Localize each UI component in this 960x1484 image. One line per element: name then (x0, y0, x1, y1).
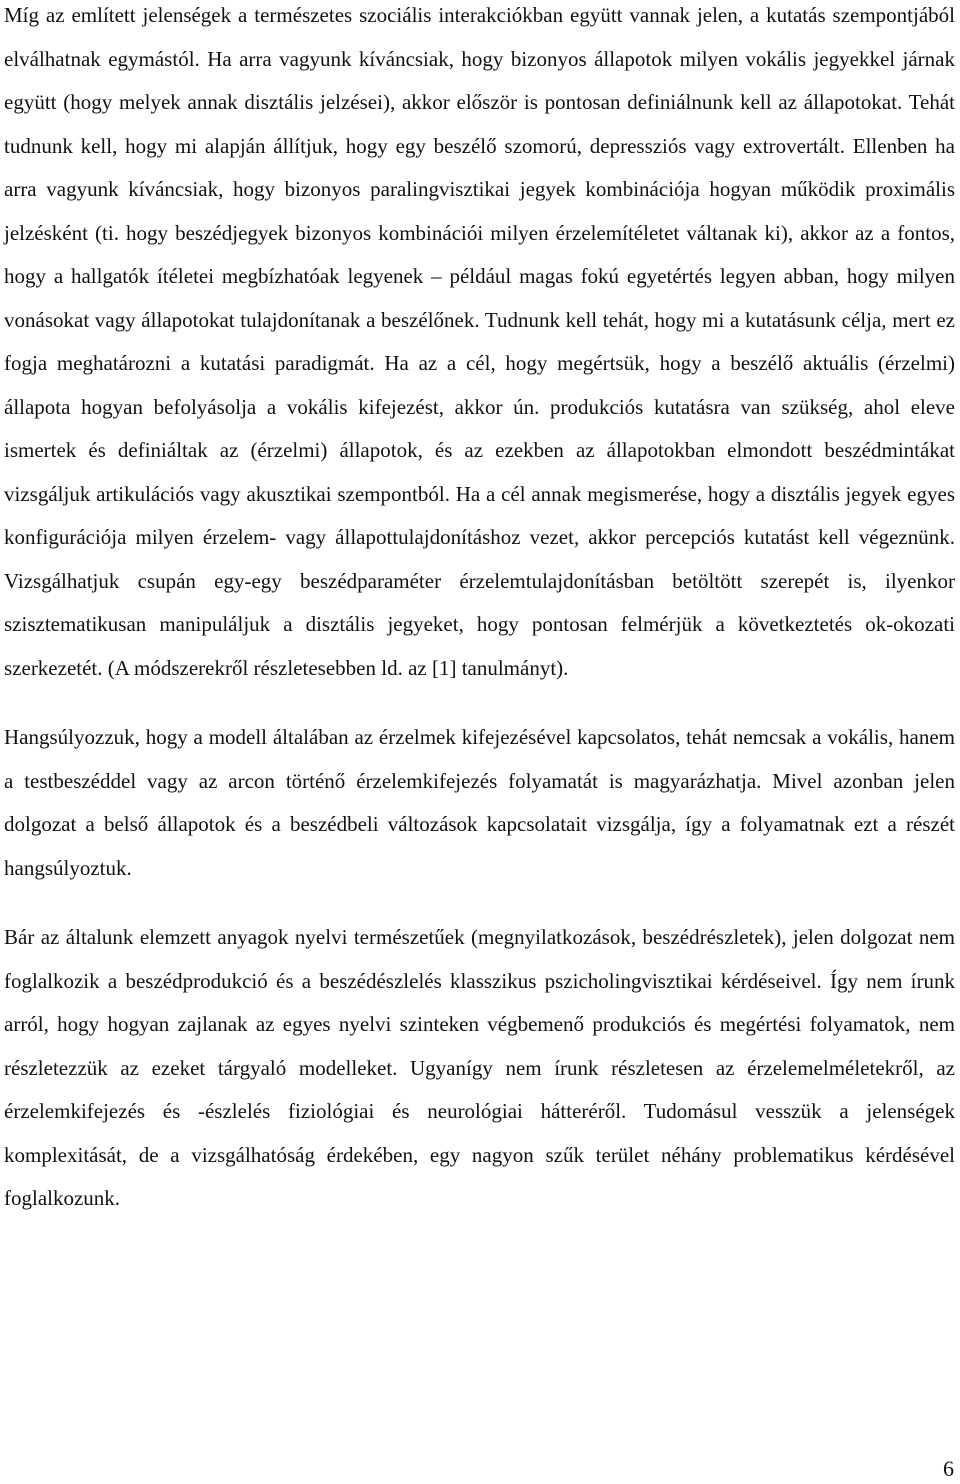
document-page (4, 0, 955, 1221)
page-number: 6 (943, 1456, 954, 1481)
paragraph-model-scope: Hangsúlyozzuk, hogy a modell általában az érzelmek kifejezésével kapcsolatos, tehát nemcsak a vokális, hanem a testbeszéddel vagy az arcon történő érzelemkifejezés folyamatát is magyarázhatja. Mivel azonban jelen dolgozat a belső állapotok és a beszédbeli változások kapcsolatait vizsgálja, így a folyamatnak ezt a részét hangsúlyoztuk. (4, 725, 955, 880)
paragraph-research-paradigm: Míg az említett jelenségek a természetes szociális interakciókban együtt vannak jelen, a kutatás szempontjából elválhatnak egymástól. Ha arra vagyunk kíváncsiak, hogy bizonyos állapotok milyen vokális jegyekkel járnak együtt (hogy melyek annak disztális jelzései), akkor először is pontosan definiálnunk kell az állapotokat. Tehát tudnunk kell, hogy mi alapján állítjuk, hogy egy beszélő szomorú, depressziós vagy extrovertált. Ellenben ha arra vagyunk kíváncsiak, hogy bizonyos paralingvisztikai jegyek kombinációja hogyan működik proximális jelzésként (ti. hogy beszédjegyek bizonyos kombinációi milyen érzelemítéletet váltanak ki), akkor az a fontos, hogy a hallgatók ítéletei megbízhatóak legyenek – például magas fokú egyetértés legyen abban, hogy milyen vonásokat vagy állapotokat tulajdonítanak a beszélőnek. Tudnunk kell tehát, hogy mi a kutatásunk célja, mert ez fogja meghatározni a kutatási paradigmát. Ha az a cél, hogy megértsük, hogy a beszélő aktuális (érzelmi) állapota hogyan befolyásolja a vokális kifejezést, akkor ún. produkciós kutatásra van szükség, ahol eleve ismertek és definiáltak az (érzelmi) állapotok, és az ezekben az állapotokban elmondott beszédmintákat vizsgáljuk artikulációs vagy akusztikai szempontból. Ha a cél annak megismerése, hogy a disztális jegyek egyes konfigurációja milyen érzelem- vagy állapottulajdonításhoz vezet, akkor percepciós kutatást kell végeznünk. Vizsgálhatjuk csupán egy-egy beszédparaméter érzelemtulajdonításban betöltött szerepét is, ilyenkor szisztematikusan manipuláljuk a disztális jegyeket, hogy pontosan felmérjük a következtetés ok-okozati szerkezetét. (A módszerekről részletesebben ld. az [1] tanulmányt). (4, 3, 955, 680)
paragraph-limitations: Bár az általunk elemzett anyagok nyelvi természetűek (megnyilatkozások, beszédrészletek), jelen dolgozat nem foglalkozik a beszédprodukció és a beszédészlelés klasszikus pszicholingvisztikai kérdéseivel. Így nem írunk arról, hogy hogyan zajlanak az egyes nyelvi szinteken végbemenő produkciós és megértési folyamatok, nem részletezzük az ezeket tárgyaló modelleket. Ugyanígy nem írunk részletesen az érzelemelméletekről, az érzelemkifejezés és -észlelés fiziológiai és neurológiai hátteréről. Tudomásul vesszük a jelenségek komplexitását, de a vizsgálhatóság érdekében, egy nagyon szűk terület néhány problematikus kérdésével foglalkozunk. (4, 925, 955, 1210)
